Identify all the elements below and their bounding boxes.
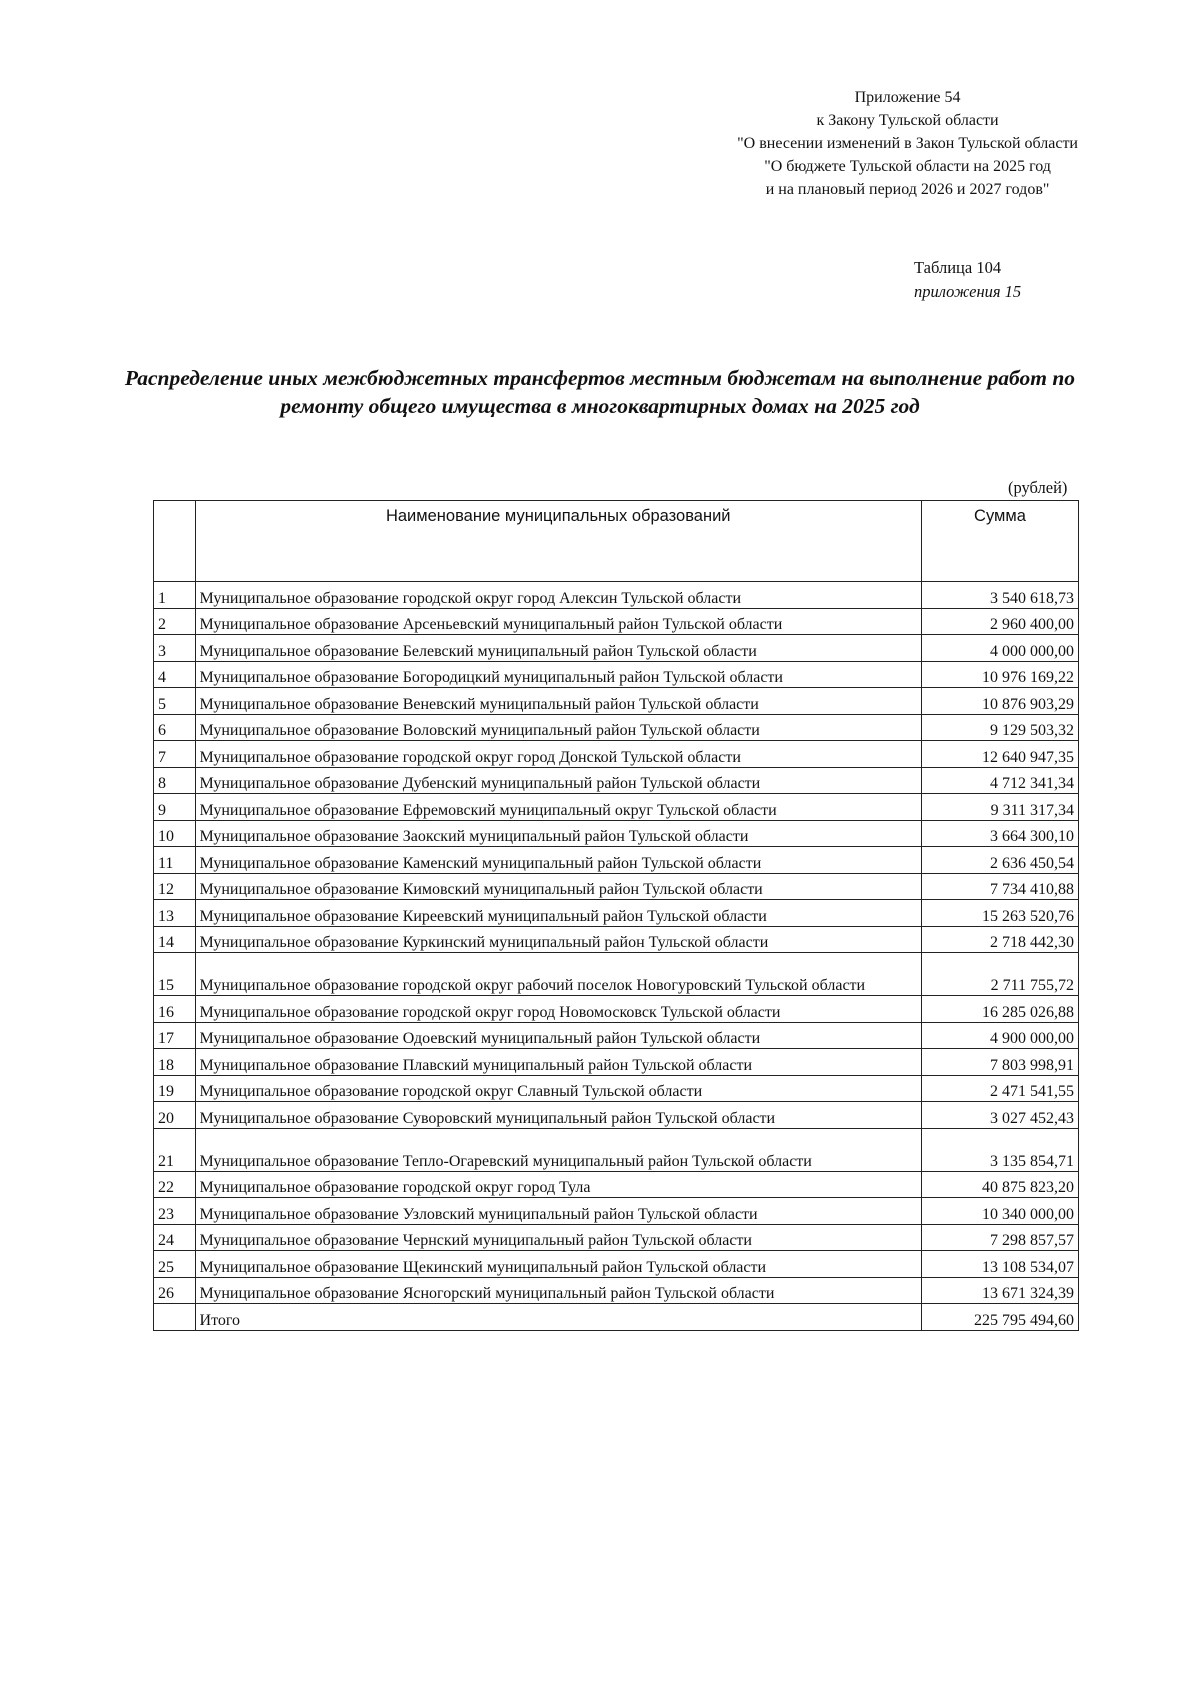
total-label: Итого	[195, 1304, 921, 1331]
table-row	[154, 820, 1079, 847]
row-number: 1	[154, 582, 196, 609]
row-sum: 10 876 903,29	[921, 688, 1078, 715]
table-row	[154, 953, 1079, 996]
table-row	[154, 1277, 1079, 1304]
row-number: 5	[154, 688, 196, 715]
row-sum: 2 636 450,54	[921, 847, 1078, 874]
row-number: 25	[154, 1251, 196, 1278]
total-row	[154, 1304, 1079, 1331]
row-sum: 4 000 000,00	[921, 635, 1078, 662]
row-number: 3	[154, 635, 196, 662]
header-line-3: "О внесении изменений в Закон Тульской области	[737, 135, 1078, 152]
header-line-1: Приложение 54	[854, 89, 961, 106]
row-sum: 7 803 998,91	[921, 1049, 1078, 1076]
document-title	[100, 364, 1100, 420]
table-row	[154, 873, 1079, 900]
header-line-4: "О бюджете Тульской области на 2025 год	[764, 158, 1051, 175]
units-label: (рублей)	[1008, 478, 1068, 497]
row-number: 9	[154, 794, 196, 821]
row-number: 7	[154, 741, 196, 768]
row-sum: 10 340 000,00	[921, 1198, 1078, 1225]
table-row	[154, 714, 1079, 741]
row-name: Муниципальное образование Щекинский муниципальный район Тульской области	[195, 1251, 921, 1278]
table-row	[154, 1049, 1079, 1076]
header-name-cell: Наименование муниципальных образований	[195, 501, 921, 582]
row-name: Муниципальное образование Веневский муниципальный район Тульской области	[195, 688, 921, 715]
row-sum: 9 311 317,34	[921, 794, 1078, 821]
total-sum: 225 795 494,60	[921, 1304, 1078, 1331]
row-sum: 3 664 300,10	[921, 820, 1078, 847]
row-number: 11	[154, 847, 196, 874]
table-row	[154, 1022, 1079, 1049]
table-row	[154, 608, 1079, 635]
row-sum: 13 108 534,07	[921, 1251, 1078, 1278]
row-name: Муниципальное образование Заокский муниципальный район Тульской области	[195, 820, 921, 847]
row-name: Муниципальное образование Арсеньевский муниципальный район Тульской области	[195, 608, 921, 635]
row-name: Муниципальное образование Ясногорский муниципальный район Тульской области	[195, 1277, 921, 1304]
table-row	[154, 582, 1079, 609]
row-name: Муниципальное образование Белевский муниципальный район Тульской области	[195, 635, 921, 662]
row-sum: 10 976 169,22	[921, 661, 1078, 688]
row-number: 15	[154, 953, 196, 996]
row-number: 8	[154, 767, 196, 794]
row-sum: 2 471 541,55	[921, 1075, 1078, 1102]
row-number: 10	[154, 820, 196, 847]
table-row	[154, 741, 1079, 768]
row-sum: 7 734 410,88	[921, 873, 1078, 900]
table-header-row	[154, 501, 1079, 582]
table-row	[154, 996, 1079, 1023]
row-number: 13	[154, 900, 196, 927]
transfers-table	[153, 500, 1079, 1331]
row-number: 4	[154, 661, 196, 688]
row-name: Муниципальное образование городской округ город Тула	[195, 1171, 921, 1198]
table-row	[154, 926, 1079, 953]
table-row	[154, 1075, 1079, 1102]
row-sum: 3 135 854,71	[921, 1128, 1078, 1171]
row-sum: 16 285 026,88	[921, 996, 1078, 1023]
row-number: 24	[154, 1224, 196, 1251]
row-name: Муниципальное образование Одоевский муниципальный район Тульской области	[195, 1022, 921, 1049]
table-row	[154, 635, 1079, 662]
row-name: Муниципальное образование Чернский муниципальный район Тульской области	[195, 1224, 921, 1251]
table-row	[154, 900, 1079, 927]
header-line-2: к Закону Тульской области	[816, 112, 999, 129]
row-number: 21	[154, 1128, 196, 1171]
row-name: Муниципальное образование Дубенский муниципальный район Тульской области	[195, 767, 921, 794]
title-line-2: ремонту общего имущества в многоквартирных домах на 2025 год	[280, 394, 920, 418]
header-sum-cell: Сумма	[921, 501, 1078, 582]
row-name: Муниципальное образование Кимовский муниципальный район Тульской области	[195, 873, 921, 900]
table-row	[154, 1251, 1079, 1278]
row-sum: 2 711 755,72	[921, 953, 1078, 996]
row-sum: 3 540 618,73	[921, 582, 1078, 609]
total-num-cell	[154, 1304, 196, 1331]
row-number: 16	[154, 996, 196, 1023]
row-sum: 4 712 341,34	[921, 767, 1078, 794]
table-label	[914, 256, 1021, 304]
row-name: Муниципальное образование городской округ рабочий поселок Новогуровский Тульской области	[195, 953, 921, 996]
table-row	[154, 1198, 1079, 1225]
row-number: 12	[154, 873, 196, 900]
row-name: Муниципальное образование Тепло-Огаревский муниципальный район Тульской области	[195, 1128, 921, 1171]
header-num-cell	[154, 501, 196, 582]
row-sum: 3 027 452,43	[921, 1102, 1078, 1129]
row-name: Муниципальное образование городской округ город Донской Тульской области	[195, 741, 921, 768]
row-number: 20	[154, 1102, 196, 1129]
row-number: 2	[154, 608, 196, 635]
table-row	[154, 688, 1079, 715]
header-line-5: и на плановый период 2026 и 2027 годов"	[765, 181, 1050, 198]
row-number: 22	[154, 1171, 196, 1198]
row-sum: 2 960 400,00	[921, 608, 1078, 635]
appendix-header	[737, 86, 1078, 201]
row-sum: 15 263 520,76	[921, 900, 1078, 927]
row-name: Муниципальное образование Богородицкий муниципальный район Тульской области	[195, 661, 921, 688]
row-name: Муниципальное образование Плавский муниципальный район Тульской области	[195, 1049, 921, 1076]
row-name: Муниципальное образование городской округ город Новомосковск Тульской области	[195, 996, 921, 1023]
row-sum: 13 671 324,39	[921, 1277, 1078, 1304]
row-number: 14	[154, 926, 196, 953]
table-row	[154, 1128, 1079, 1171]
row-name: Муниципальное образование Киреевский муниципальный район Тульской области	[195, 900, 921, 927]
row-sum: 9 129 503,32	[921, 714, 1078, 741]
row-name: Муниципальное образование городской округ город Алексин Тульской области	[195, 582, 921, 609]
row-sum: 4 900 000,00	[921, 1022, 1078, 1049]
row-name: Муниципальное образование Узловский муниципальный район Тульской области	[195, 1198, 921, 1225]
row-number: 6	[154, 714, 196, 741]
row-sum: 7 298 857,57	[921, 1224, 1078, 1251]
title-line-1: Распределение иных межбюджетных трансфертов местным бюджетам на выполнение работ по	[124, 366, 1076, 390]
row-name: Муниципальное образование Воловский муниципальный район Тульской области	[195, 714, 921, 741]
row-number: 19	[154, 1075, 196, 1102]
row-number: 23	[154, 1198, 196, 1225]
row-number: 18	[154, 1049, 196, 1076]
table-row	[154, 847, 1079, 874]
table-row	[154, 1102, 1079, 1129]
table-number: Таблица 104	[914, 258, 1002, 277]
row-sum: 12 640 947,35	[921, 741, 1078, 768]
row-number: 17	[154, 1022, 196, 1049]
table-row	[154, 767, 1079, 794]
table-row	[154, 661, 1079, 688]
row-name: Муниципальное образование Суворовский муниципальный район Тульской области	[195, 1102, 921, 1129]
row-name: Муниципальное образование Куркинский муниципальный район Тульской области	[195, 926, 921, 953]
row-name: Муниципальное образование городской округ Славный Тульской области	[195, 1075, 921, 1102]
row-sum: 40 875 823,20	[921, 1171, 1078, 1198]
table-row	[154, 794, 1079, 821]
row-name: Муниципальное образование Ефремовский муниципальный округ Тульской области	[195, 794, 921, 821]
table-row	[154, 1224, 1079, 1251]
row-sum: 2 718 442,30	[921, 926, 1078, 953]
row-number: 26	[154, 1277, 196, 1304]
table-appendix: приложения 15	[914, 282, 1022, 301]
table-row	[154, 1171, 1079, 1198]
row-name: Муниципальное образование Каменский муниципальный район Тульской области	[195, 847, 921, 874]
